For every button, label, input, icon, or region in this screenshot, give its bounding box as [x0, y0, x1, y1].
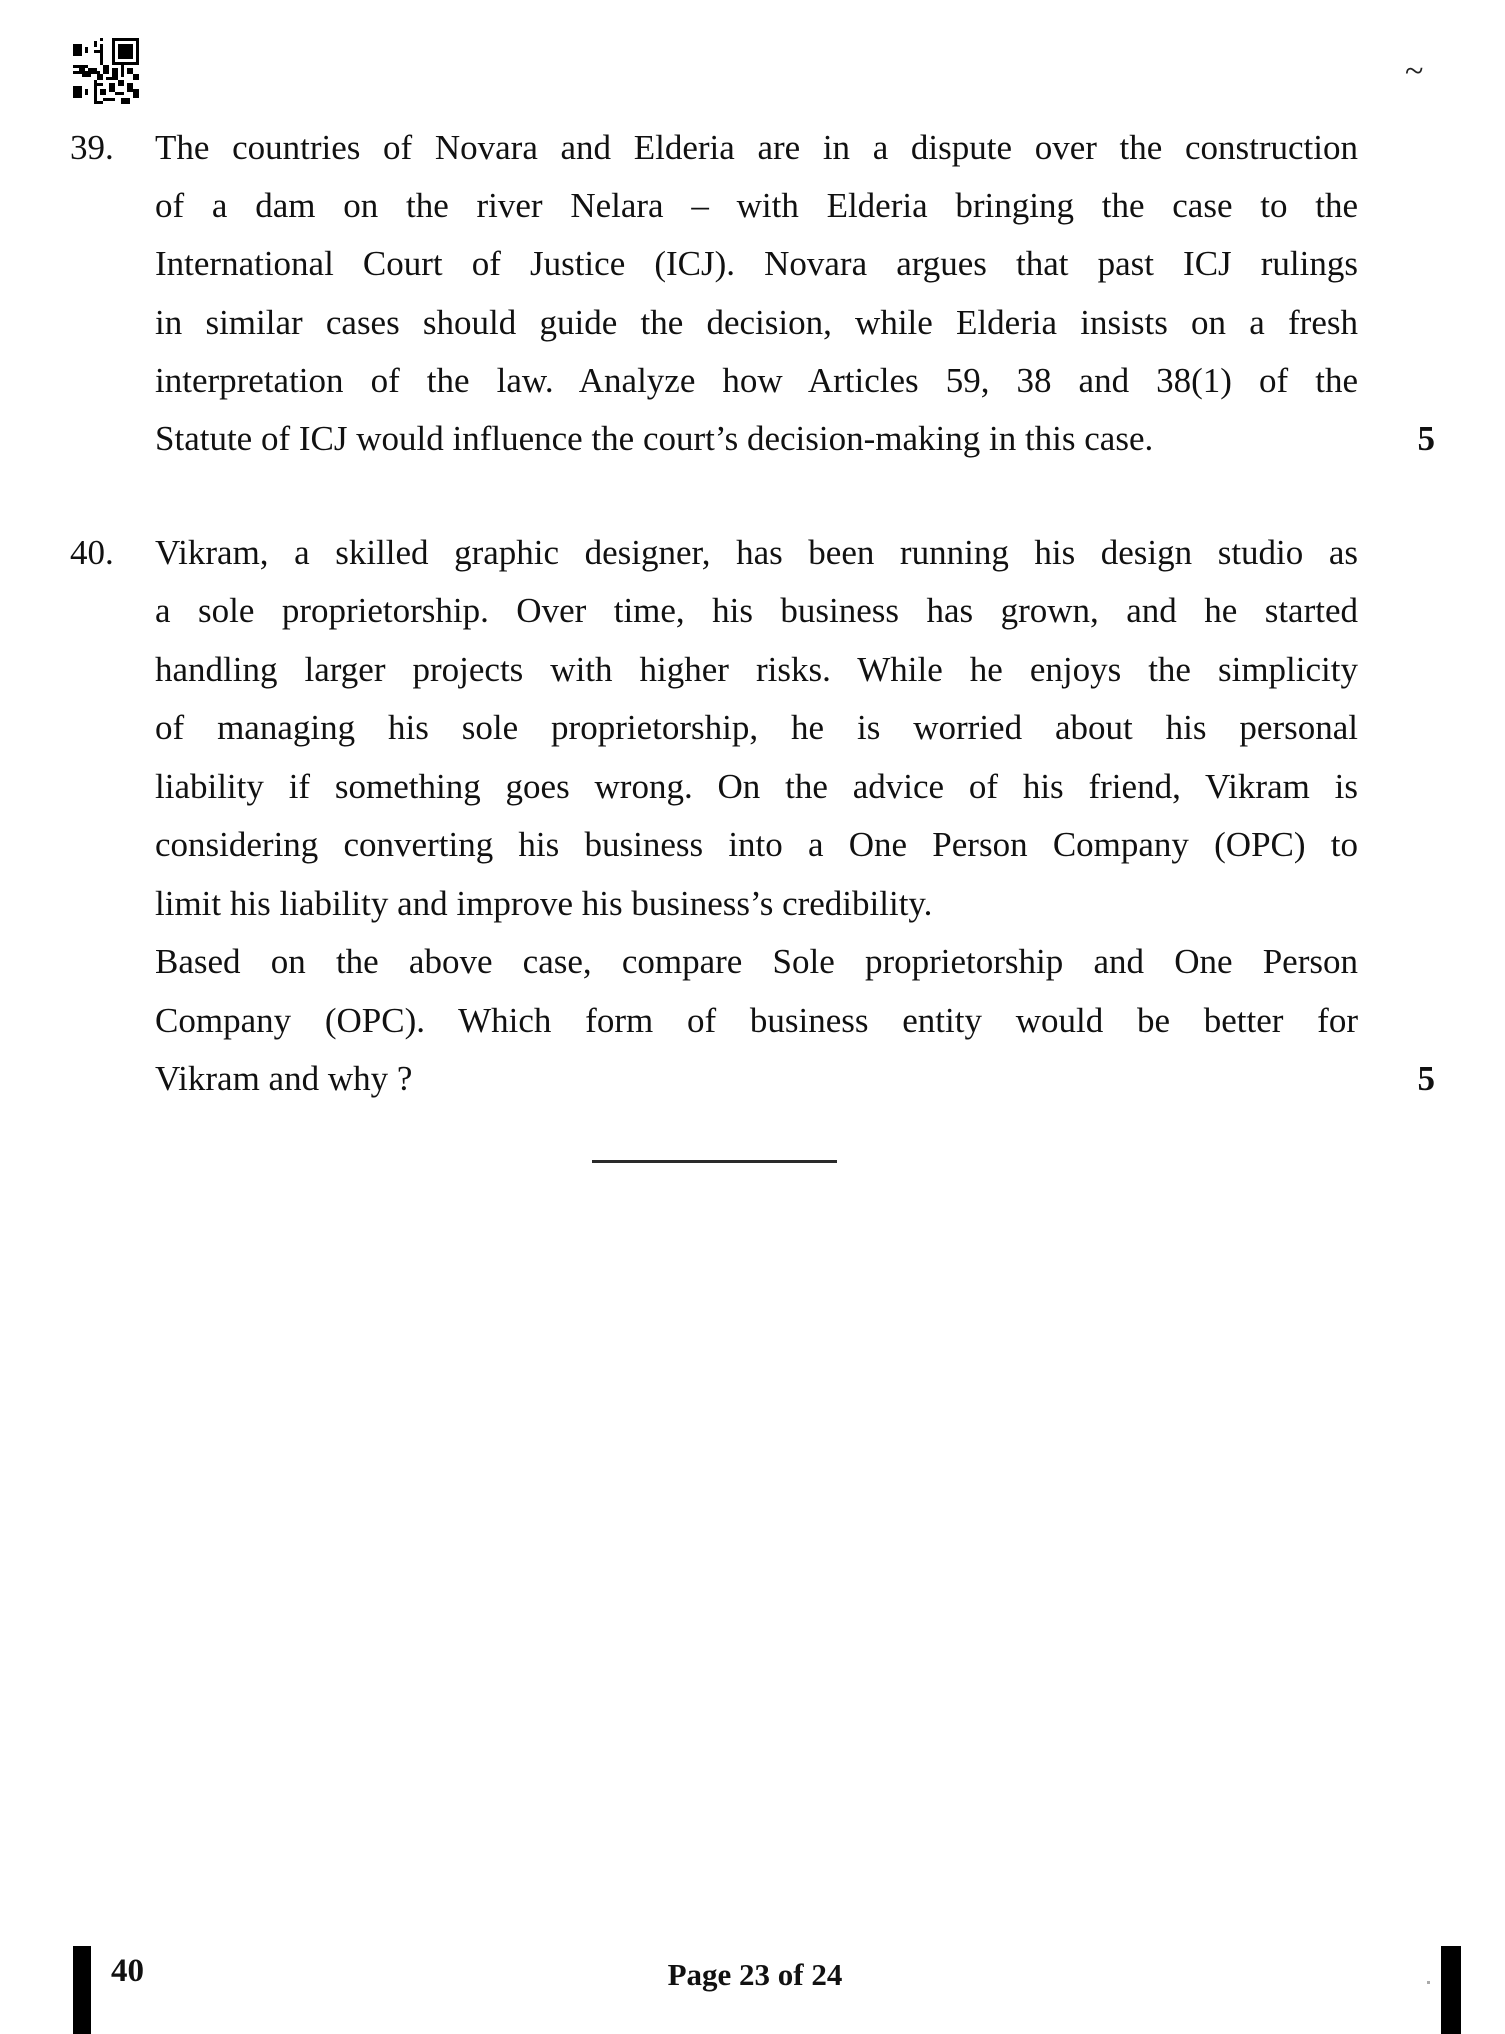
footer-bar-left: [73, 1946, 91, 2034]
question-text-line: of managing his sole proprietorship, he is worried about his personal: [155, 708, 1358, 747]
question-text-line: International Court of Justice (ICJ). Novara argues that past ICJ rulings: [155, 244, 1358, 283]
question-text-line: limit his liability and improve his business’s credibility.: [155, 884, 933, 923]
question-text-line: considering converting his business into a One Person Company (OPC) to: [155, 825, 1358, 864]
question-text-line: handling larger projects with higher risks. While he enjoys the simplicity: [155, 650, 1358, 689]
question-text-line: Vikram and why ?: [155, 1059, 413, 1098]
qr-code-icon: [73, 38, 139, 104]
question-text-line: Based on the above case, compare Sole proprietorship and One Person: [155, 942, 1358, 981]
footer-bar-right: [1441, 1946, 1461, 2034]
scan-speck: [1427, 1981, 1430, 1984]
question-text-line: interpretation of the law. Analyze how Articles 59, 38 and 38(1) of the: [155, 361, 1358, 400]
question-text-line: in similar cases should guide the decision, while Elderia insists on a fresh: [155, 303, 1358, 342]
page-number: Page 23 of 24: [667, 1957, 843, 1992]
question-text-line: liability if something goes wrong. On the advice of his friend, Vikram is: [155, 767, 1358, 806]
paper-code: 40: [111, 1953, 144, 1989]
marks-label: 5: [1417, 419, 1435, 458]
question-number: 39.: [70, 128, 114, 167]
question-text-line: a sole proprietorship. Over time, his business has grown, and he started: [155, 591, 1358, 630]
question-text-line: The countries of Novara and Elderia are in a dispute over the construction: [155, 128, 1358, 167]
question-number: 40.: [70, 533, 114, 572]
question-text-line: Company (OPC). Which form of business entity would be better for: [155, 1001, 1358, 1040]
question-text-line: Vikram, a skilled graphic designer, has been running his design studio as: [155, 533, 1358, 572]
end-separator: [592, 1160, 837, 1163]
marks-label: 5: [1417, 1059, 1435, 1098]
question-text-line: of a dam on the river Nelara – with Elderia bringing the case to the: [155, 186, 1358, 225]
question-text-line: Statute of ICJ would influence the court’s decision-making in this case.: [155, 419, 1154, 458]
corner-mark: ~: [1405, 53, 1424, 90]
